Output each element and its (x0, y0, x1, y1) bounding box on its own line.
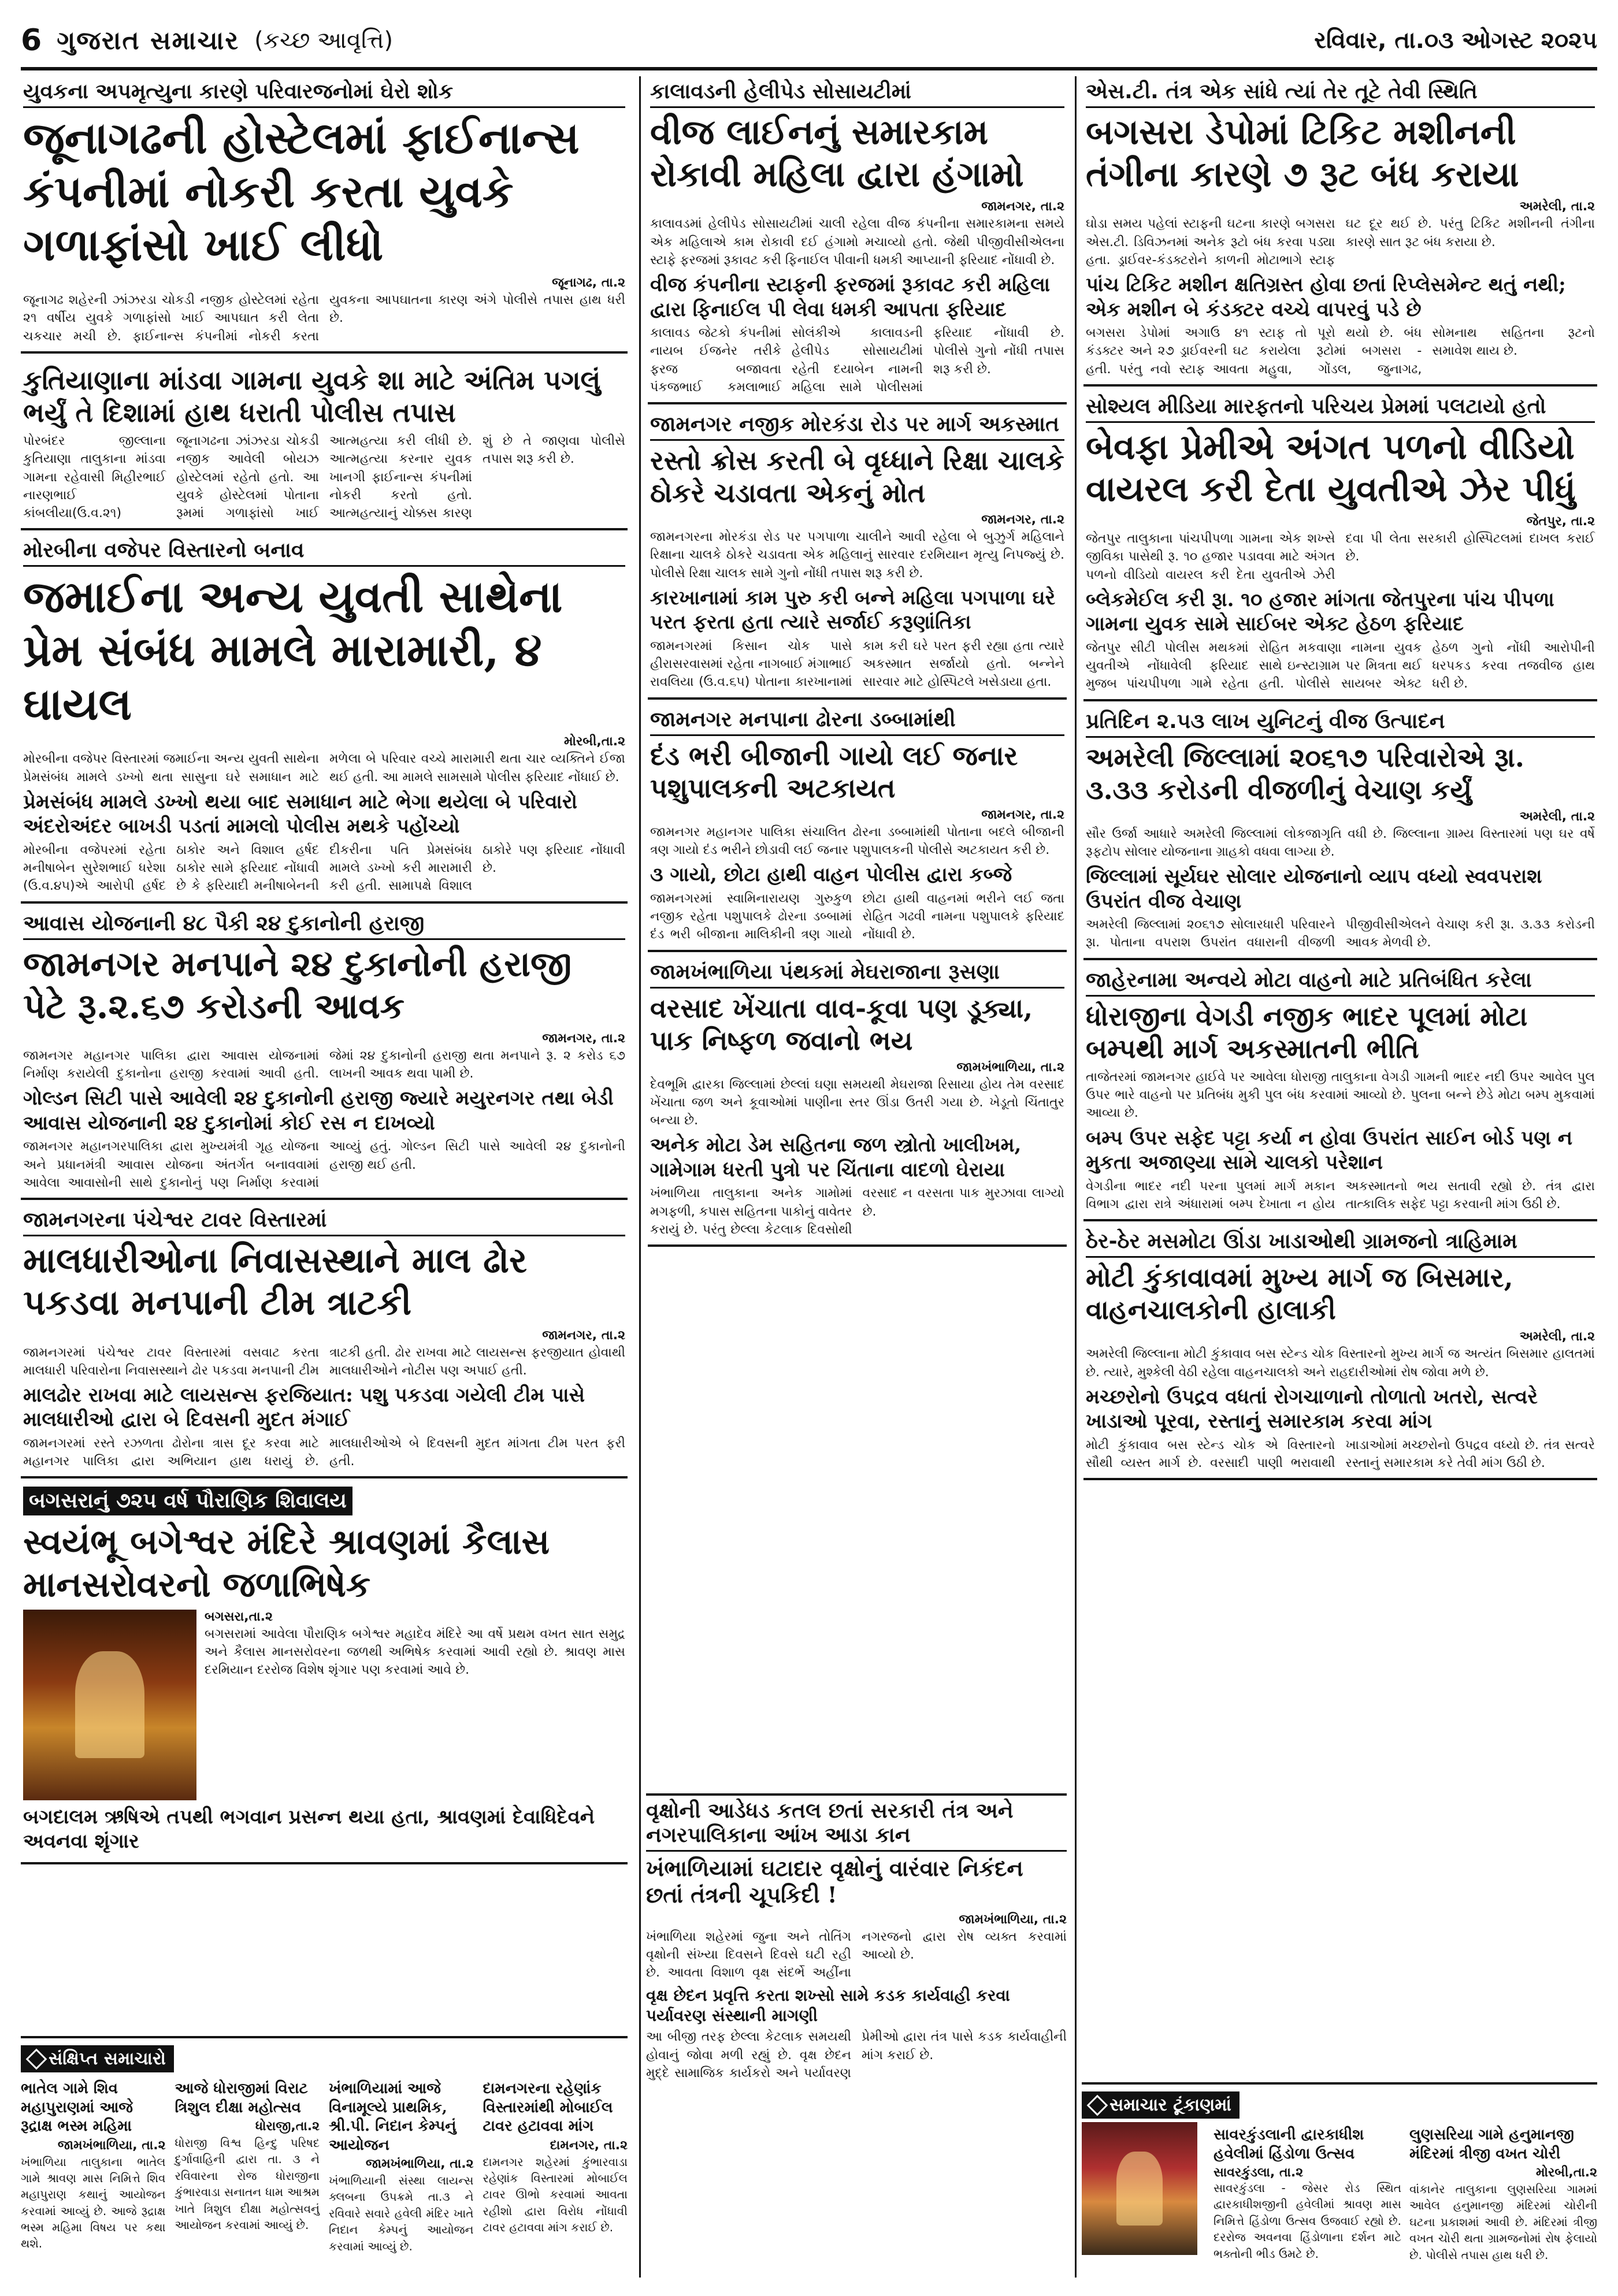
story-bagasra-temple (21, 1483, 628, 1864)
dateline: અમરેલી, તા.૨ (1519, 809, 1595, 824)
story-body-2: જેતપુર સીટી પોલીસ મથકમાં યુવતીએ નોંધાવેલી ફરિયાદ મુજબ પાંચપીપળા ગામે રહેતા રોહિત મકવાણા નામના યુવક સાથે ઇન્સ્ટાગ્રામ પર મિત્રતા થઈ હતી. પોલીસે સાયબર એક્ટ હેઠળ ગુનો નોંધી આરોપીની ધરપકડ કરવા તજવીજ હાથ ધરી છે. (1086, 640, 1595, 692)
headline: ખંભાળિયામાં આજે વિનામૂલ્યે પ્રાથમિક, શ્રી.પી. નિદાન કેમ્પનું આયોજન (329, 2080, 457, 2154)
story-maldhari (21, 1205, 628, 1478)
headline: સ્વયંભૂ બગેશ્વર મંદિરે શ્રાવણમાં કૈલાસ માનસરોવરનો જળાભિષેક (23, 1522, 550, 1605)
brief-dhoraji (175, 2076, 320, 2254)
story-body: જામનગરના મોરકંડા રોડ પર પગપાળા ચાલીને આવી રહેલા બે બુઝુર્ગ મહિલાને રિક્ષાના ચાલકે ઠોકરે ચડાવતા એક મહિલાનું સારવાર દરમિયાન મૃત્યુ નિપજ્યું છે. પોલીસે રિક્ષા ચાલક સામે ગુનો નોંધી તપાસ શરૂ કરી છે. (650, 530, 1064, 581)
subheadline: પાંચ ટિકિટ મશીન ક્ષતિગ્રસ્ત હોવા છતાં રિપ્લેસમેન્ટ થતું નથી; એક મશીન બે કંડક્ટર વચ્ચે વાપરવું પડે છે (1086, 273, 1566, 321)
story-body: જેતપુર તાલુકાના પાંચપીપળા ગામના એક શખ્સે જીવિકા પાસેથી રૂ. ૧૦ હજાર પડાવવા માટે અંગત પળનો વીડિયો વાયરલ કરી દેતા યુવતીએ ઝેરી દવા પી લેતા સરકારી હોસ્પિટલમાં દાખલ કરાઈ છે. (1086, 532, 1595, 582)
briefs-icon (26, 2048, 47, 2070)
dateline: જામખંભાળિયા, તા.૨ (57, 2138, 166, 2153)
kicker: ઠેર-ઠેર મસમોટા ઊંડા ખાડાઓથી ગ્રામજનો ત્રાહિમામ (1086, 1229, 1595, 1258)
kicker: જામખંભાળિયા પંથકમાં મેઘરાજાના રૂસણા (650, 960, 1064, 989)
story-body: મોરબીના વજેપર વિસ્તારમાં જમાઈના અન્ય યુવતી સાથેના પ્રેમસંબંધ મામલે ડખ્ખો થતા સાસુના ઘરે સમાધાન માટે મળેલા બે પરિવાર વચ્ચે મારામારી થતા ચાર વ્યક્તિને ઈજા થઈ હતી. આ મામલે સામસામે પોલીસ ફરિયાદ નોંધાઈ છે. (23, 752, 625, 785)
headline: ધોરાજીના વેગડી નજીક ભાદર પૂલમાં મોટા બમ્પથી માર્ગ અકસ્માતની ભીતિ (1086, 1000, 1528, 1064)
dateline: ધોરાજી,તા.૨ (255, 2119, 320, 2134)
dateline: મોરબી,તા.૨ (564, 734, 625, 749)
kicker: સોશ્યલ મીડિયા મારફતનો પરિચય પ્રેમમાં પલટાયો હતો (1086, 395, 1595, 423)
story-kukavav (1083, 1226, 1597, 1480)
short-news-tag-label: સમાચાર ટૂંકાણમાં (1109, 2095, 1231, 2115)
story-body: જામનગર મહાનગર પાલિકા સંચાલિત ઢોરના ડબ્બામાંથી પોતાના બદલે બીજાની ત્રણ ગાયો દંડ ભરીને છોડાવી લઈ જનાર પશુપાલકની પોલીસે અટકાયત કરી છે. (650, 824, 1064, 858)
dateline: જામનગર, તા.૨ (981, 807, 1064, 822)
story-body-2: અમરેલી જિલ્લામાં ૨૦૬૧૭ સોલારધારી પરિવારને રૂા. પોતાના વપરાશ ઉપરાંત વધારાની વીજળી પીજીવીસીએલને વેચાણ કરી રૂા. ૩.૩૩ કરોડની આવક મેળવી છે. (1086, 917, 1595, 950)
dateline: મોરબી,તા.૨ (1536, 2165, 1597, 2180)
story-body: ઘોડા સમય પહેલાં સ્ટાફની ઘટના કારણે બગસરા એસ.ટી. ડિવિઝનમાં અનેક રૂટો બંધ કરવા પડ્યા હતા. ડ્રાઈવર-કંડક્ટરોને કાળની મોટાભાગે સ્ટાફ ઘટ દૂર થઈ છે. પરંતુ ટિકિટ મશીનની તંગીના કારણે સાત રૂટ બંધ કરાયા છે. (1086, 217, 1595, 268)
temple-photo (23, 1610, 196, 1800)
subheadline: વૃક્ષ છેદન પ્રવૃત્તિ કરતા શખ્સો સામે કડક કાર્યવાહી કરવા પર્યાવરણ સંસ્થાની માગણી (646, 1986, 1010, 2026)
kicker: મોરબીના વજેપર વિસ્તારનો બનાવ (23, 538, 625, 567)
kicker: બગસરાનું ૭૨૫ વર્ષ પૌરાણિક શિવાલય (23, 1487, 352, 1515)
story-body: દેવભૂમિ દ્વારકા જિલ્લામાં છેલ્લાં ઘણા સમયથી મેઘરાજા રિસાયા હોય તેમ વરસાદ ખેંચાતા જળ અને કૂવાઓમાં પાણીના સ્તર ઊંડા ઉતરી ગયા છે. ખેડૂતો ચિંતાતુર બન્યા છે. (650, 1077, 1064, 1128)
photo-caption: સાવરકુંડલા, તા.૨ (1214, 2165, 1304, 2180)
story-bagasra-depot (1083, 76, 1597, 387)
story-body-2: બગસરા ડેપોમાં અગાઉ ૪૧ કંડક્ટર અને ૨૭ ડ્રાઈવરની ઘટ હતી. પરંતુ નવો સ્ટાફ આવતા સ્ટાફ તો પૂરો થયો છે. બંધ કરાયેલા રૂટોમાં બગસરા - મહુવા, ગોંડલ, જુનાગઢ, સોમનાથ સહિતના રૂટનો સમાવેશ થાય છે. (1086, 326, 1595, 377)
story-body-2: મોટી કુંકાવાવ બસ સ્ટેન્ડ ચોક એ વિસ્તારનો સૌથી વ્યસ્ત માર્ગ છે. વરસાદી પાણી ભરાવાથી ખાડાઓમાં મચ્છરોનો ઉપદ્રવ વધ્યો છે. તંત્ર સત્વરે રસ્તાનું સમારકામ કરે તેવી માંગ ઉઠી છે. (1086, 1437, 1595, 1471)
story-body: કાલાવડમાં હેલીપેડ સોસાયટીમાં ચાલી રહેલા વીજ કંપનીના સમારકામના સમયે એક મહિલાએ કામ રોકાવી દઈ હંગામો મચાવ્યો હતો. જેથી પીજીવીસીએલના સ્ટાફે ફરજમાં રૂકાવટ કરી ફિનાઈલ પીવાની ધમકી આપ્યાની ફરિયાદ નોંધાવી છે. (650, 217, 1064, 268)
short-news-block (1082, 2082, 1597, 2284)
story-khambhalia-rain (648, 957, 1067, 1247)
dateline: જામનગર, તા.૨ (981, 512, 1064, 527)
dateline: જૂનાગઢ, તા.૨ (552, 276, 625, 291)
story-body-2: મોરબીના વજેપરમાં રહેતા મનીષાબેન સુરેશભાઈ ધરેશા (ઉ.વ.૪૫)એ આરોપી હર્ષદ ઠાકોર અને વિશાલ હર્ષદ ઠાકોર સામે ફરિયાદ નોંધાવી છે કે ફરિયાદી મનીષાબેનની દીકરીના પતિ પ્રેમસંબંધ મામલે ડખ્ખો કરી મારામારી કરી હતી. સામાપક્ષે વિશાલ ઠાકોરે પણ ફરિયાદ નોંધાવી છે. (23, 842, 625, 894)
story-body: પોરબંદર જીલ્લાના કુતિયાણા તાલુકાના માંડવા ગામના રહેવાસી મિહીરભાઈ નારણભાઈ કાંબલીયા(ઉ.વ.૨૧) જૂનાગઢના ઝાંઝરડા ચોકડી નજીક આવેલી બોયઝ હોસ્ટેલમાં રહેતો હતો. આ યુવકે હોસ્ટેલમાં પોતાના રૂમમાં ગળાફાંસો ખાઈ આત્મહત્યા કરી લીધી છે. આત્મહત્યા કરનાર યુવક ખાનગી ફાઈનાન્સ કંપનીમાં નોકરી કરતો હતો. આત્મહત્યાનું ચોક્કસ કારણ શું છે તે જાણવા પોલીસે તપાસ શરૂ કરી છે. (23, 434, 625, 521)
kicker: પ્રતિદિન ૨.૫૩ લાખ યુનિટનું વીજ ઉત્પાદન (1086, 709, 1595, 738)
headline: રસ્તો ક્રોસ કરતી બે વૃધ્ધાને રિક્ષા ચાલકે ઠોકરે ચડાવતા એકનું મોત (650, 445, 1064, 509)
story-dhoraji-bridge (1083, 965, 1597, 1221)
short-news-icon (1087, 2094, 1108, 2116)
story-morbi (21, 535, 628, 903)
hindola-photo (1082, 2122, 1197, 2255)
subheadline: વીજ કંપનીના સ્ટાફની ફરજમાં રૂકાવટ કરી મહિલા દ્વારા ફિનાઈલ પી લેવા ધમકી આપતા ફરિયાદ (650, 273, 1051, 321)
story-kutiyana (21, 358, 628, 530)
headline: જૂનાગઢની હોસ્ટેલમાં ફાઈનાન્સ કંપનીમાં નોકરી કરતા યુવકે ગળાફાંસો ખાઈ લીધો (23, 112, 580, 271)
headline: મોટી કુંકાવાવમાં મુખ્ય માર્ગ જ બિસમાર, વાહનચાલકોની હાલાકી (1086, 1262, 1513, 1326)
story-body-2: કાલાવડ જેટકો કંપનીમાં નાયબ ઈજનેર તરીકે ફરજ બજાવતા પંકજભાઈ કમલાભાઈ સોલંકીએ કાલાવડની હેલીપેડ સોસાયટીમાં રહેતી દયાબેન નામની મહિલા સામે પોલીસમાં ફરિયાદ નોંધાવી છે. પોલીસે ગુનો નોંધી તપાસ શરૂ કરી છે. (650, 326, 1064, 395)
edition-label: (કચ્છ આવૃત્તિ) (254, 27, 394, 54)
story-body: ધોરાજી વિશ્વ હિન્દુ પરિષદ દુર્ગાવાહિની દ્વારા તા. ૩ ને રવિવારના રોજ ધોરાજીના કુંભારવાડા સનાતન ધામ આશ્રમ ખાતે ત્રિશુલ દીક્ષા મહોત્સવનું આયોજન કરવામાં આવ્યું છે. (175, 2136, 320, 2232)
briefs-row (21, 2076, 628, 2254)
story-body: જામનગરમાં પંચેશ્વર ટાવર વિસ્તારમાં વસવાટ કરતા માલધારી પરિવારોના નિવાસસ્થાને ઢોર પકડવા મનપાની ટીમ ત્રાટકી હતી. ઢોર રાખવા માટે લાયસન્સ ફરજીયાત હોવાથી માલધારીઓને નોટીસ પણ અપાઈ હતી. (23, 1345, 625, 1378)
briefs-block (21, 2036, 628, 2284)
dateline: જામખંભાળિયા, તા.૨ (956, 1060, 1064, 1075)
subheadline: અનેક મોટા ડેમ સહિતના જળ સ્ત્રોતો ખાલીખમ, ગામેગામ ધરતી પુત્રો પર ચિંતાના વાદળો ઘેરાયા (650, 1134, 1022, 1182)
brief-science (329, 2076, 474, 2254)
subheadline: જિલ્લામાં સૂર્યઘર સોલાર યોજનાનો વ્યાપ વધ્યો સ્વવપરાશ ઉપરાંત વીજ વેચાણ (1086, 865, 1542, 913)
story-body: બગસરામાં આવેલા પૌરાણિક બગેશ્વર મહાદેવ મંદિરે આ વર્ષે પ્રથમ વખત સાત સમુદ્ર અને કૈલાસ માનસરોવરના જળથી અભિષેક કરવામાં આવી રહ્યો છે. શ્રાવણ માસ દરમિયાન દરરોજ વિશેષ શૃંગાર પણ કરવામાં આવે છે. (205, 1626, 625, 1678)
story-body-2: ખંભાળિયા તાલુકાના અનેક ગામોમાં મગફળી, કપાસ સહિતના પાકોનું વાવેતર કરાયું છે. પરંતુ છેલ્લા કેટલાક દિવસોથી વરસાદ ન વરસતા પાક મુરઝાવા લાગ્યો છે. (650, 1186, 1064, 1237)
dateline: જેતપુર, તા.૨ (1526, 514, 1595, 529)
dateline: જામનગર, તા.૨ (542, 1031, 625, 1046)
headline: દંડ ભરી બીજાની ગાયો લઈ જનાર પશુપાલકની અટકાયત (650, 740, 1018, 804)
dateline: જામનગર, તા.૨ (542, 1328, 625, 1343)
headline: વરસાદ ખેંચાતા વાવ-કૂવા પણ ડૂક્યા, પાક નિષ્ફળ જવાનો ભય (650, 992, 1033, 1056)
story-body-2: જામનગર મહાનગરપાલિકા દ્વારા મુખ્યમંત્રી ગૃહ યોજના અને પ્રધાનમંત્રી આવાસ યોજના અંતર્ગત બનાવવામાં આવેલા આવાસોની સાથે દુકાનોનું પણ નિર્માણ કરવામાં આવ્યું હતું. ગોલ્ડન સિટી પાસે આવેલી ૨૪ દુકાનોની હરાજી થઈ હતી. (23, 1139, 625, 1190)
story-junagadh (21, 76, 628, 354)
story-body: જૂનાગઢ શહેરની ઝાંઝરડા ચોકડી નજીક હોસ્ટેલમાં રહેતા ૨૧ વર્ષીય યુવકે ગળાફાંસો ખાઈ આપઘાત કરી લેતા ચકચાર મચી છે. ફાઈનાન્સ કંપનીમાં નોકરી કરતા યુવકના આપઘાતના કારણ અંગે પોલીસે તપાસ હાથ ધરી છે. (23, 293, 625, 344)
column-right (1075, 76, 1597, 2278)
headline: વીજ લાઈનનું સમારકામ રોકાવી મહિલા દ્વારા હંગામો (650, 112, 1024, 195)
kicker: આવાસ યોજનાની ૪૮ પૈકી ૨૪ દુકાનોની હરાજી (23, 912, 625, 940)
subheadline: કારખાનામાં કામ પુરુ કરી બન્ને મહિલા પગપાળા ઘરે પરત ફરતા હતા ત્યારે સર્જાઈ કરૂણાંતિકા (650, 586, 1056, 634)
headline: બગસરા ડેપોમાં ટિકિટ મશીનની તંગીના કારણે ૭ રૂટ બંધ કરાયા (1086, 112, 1519, 195)
story-body: જામનગર મહાનગર પાલિકા દ્વારા આવાસ યોજનામાં નિર્માણ કરાયેલી દુકાનોના હરાજી કરવામાં આવી હતી. જેમાં ૨૪ દુકાનોની હરાજી થતા મનપાને રૂ. ૨ કરોડ ૬૭ લાખની આવક થવા પામી છે. (23, 1048, 625, 1082)
headline: આજે ધોરાજીમાં વિરાટ ત્રિશુલ દીક્ષા મહોત્સવ (175, 2080, 308, 2116)
brief-tower (483, 2076, 628, 2254)
brief-bhatel (21, 2076, 166, 2254)
masthead (21, 14, 1597, 70)
kicker: જામનગરના પંચેશ્વર ટાવર વિસ્તારમાં (23, 1208, 625, 1236)
kicker: જાહેરનામા અન્વયે મોટા વાહનો માટે પ્રતિબંધિત કરેલા (1086, 968, 1595, 997)
short-news-row (1082, 2122, 1597, 2263)
story-body-2: વેગડીના ભાદર નદી પરના પુલમાં માર્ગ મકાન વિભાગ દ્વારા રાત્રે અંધારામાં બમ્પ દેખાતા ન હોય અકસ્માતનો ભય સતાવી રહ્યો છે. તંત્ર દ્વારા તાત્કાલિક સફેદ પટ્ટા કરવાની માંગ ઉઠી છે. (1086, 1179, 1595, 1212)
short-news-tag (1082, 2091, 1240, 2119)
headline: કુતિયાણાના માંડવા ગામના યુવકે શા માટે અંતિમ પગલું ભર્યું તે દિશામાં હાથ ધરાતી પોલીસ તપાસ (23, 364, 601, 428)
headline: ભાતેલ ગામે શિવ મહાપુરાણમાં આજે રૂદ્રાક્ષ ભસ્મ મહિમા (21, 2080, 133, 2135)
dateline: દામનગર, તા.૨ (550, 2138, 628, 2153)
subheadline: ગોલ્ડન સિટી પાસે આવેલી ૨૪ દુકાનોની હરાજી જ્યારે મયુરનગર તથા બેડી આવાસ યોજનાની ૨૪ દુકાનોમાં કોઈ રસ ન દાખવ્યો (23, 1087, 614, 1135)
dateline: અમરેલી, તા.૨ (1519, 1329, 1595, 1344)
issue-date: રવિવાર, તા.૦૩ ઓગસ્ટ ૨૦૨૫ (1314, 27, 1597, 54)
page-number: 6 (21, 23, 42, 58)
story-jamnagar-cattle (648, 704, 1067, 952)
headline: લુણસરિયા ગામે હનુમાનજી મંદિરમાં ત્રીજી વખત ચોરી (1409, 2126, 1574, 2163)
story-body: સાવરકુંડલા - જેસર રોડ સ્થિત દ્વારકાધીશજીની હવેલીમાં શ્રાવણ માસ નિમિત્તે હિંડોળા ઉત્સવ ઉજવાઈ રહ્યો છે. દરરોજ અવનવા હિંડોળાના દર્શન માટે ભક્તોની ભીડ ઉમટે છે. (1214, 2181, 1401, 2261)
subheadline: બગદાલમ ઋષિએ તપથી ભગવાન પ્રસન્ન થયા હતા, શ્રાવણમાં દેવાધિદેવને અવનવા શૃંગાર (23, 1805, 595, 1853)
kicker: કાલાવડની હેલીપેડ સોસાયટીમાં (650, 80, 1064, 108)
newspaper-title: ગુજરાત સમાચાર (57, 25, 240, 55)
story-morkanda (648, 409, 1067, 700)
newspaper-page (21, 14, 1597, 2282)
story-body: ખંભાળિયા તાલુકાના ભાતેલ ગામે શ્રાવણ માસ નિમિત્તે શિવ મહાપુરાણ કથાનું આયોજન કરવામાં આવ્યું છે. આજે રૂદ્રાક્ષ ભસ્મ મહિમા વિષય પર કથા થશે. (21, 2154, 166, 2251)
kicker: જામનગર નજીક મોરકંડા રોડ પર માર્ગ અકસ્માત (650, 413, 1064, 441)
story-kalavad (648, 76, 1067, 404)
story-body: વાંકાનેર તાલુકાના લુણસરિયા ગામમાં આવેલ હનુમાનજી મંદિરમાં ચોરીની ઘટના પ્રકાશમાં આવી છે. મંદિરમાં ત્રીજી વખત ચોરી થતા ગ્રામજનોમાં રોષ ફેલાયો છે. પોલીસે તપાસ હાથ ધરી છે. (1409, 2182, 1597, 2262)
story-body: ખંભાળિયા શહેરમાં જુના અને તોતિંગ વૃક્ષોની સંખ્યા દિવસને દિવસે ઘટી રહી છે. આવતા વિશાળ વૃક્ષ સંદર્ભે અહીંના નગરજનો દ્વારા રોષ વ્યક્ત કરવામાં આવ્યો છે. (646, 1929, 1067, 1981)
subheadline: ૩ ગાયો, છોટા હાથી વાહન પોલીસ દ્વારા કબ્જે (650, 863, 1012, 887)
story-body: અમરેલી જિલ્લાના મોટી કુંકાવાવ બસ સ્ટેન્ડ ચોક વિસ્તારનો મુખ્ય માર્ગ જ અત્યંત બિસમાર હાલતમાં છે. ત્યારે, મુશ્કેલી વેઠી રહેલા વાહનચાલકો અને રાહદારીઓમાં રોષ જોવા મળે છે. (1086, 1347, 1595, 1380)
briefs-tag (21, 2045, 174, 2072)
headline: ખંભાળિયામાં ઘટાદાર વૃક્ષોનું વારંવાર નિકંદન છતાં તંત્રની ચૂપકિદી ! (646, 1855, 1023, 1908)
kicker: વૃક્ષોની આડેધડ કતલ છતાં સરકારી તંત્ર અને નગરપાલિકાના આંખ આડા કાન (646, 1799, 1067, 1852)
trees-block (646, 1793, 1067, 2273)
story-body-2: જામનગરમાં સ્વામિનારાયણ ગુરુકુળ નજીક રહેતા પશુપાલકે ઢોરના ડબ્બામાં દંડ ભરી બીજાના માલિકીની ત્રણ ગાયો છોટા હાથી વાહનમાં ભરીને લઈ જતા રોહિત ગઢવી નામના પશુપાલકે ફરિયાદ નોંધાવી છે. (650, 891, 1064, 942)
masthead-left (21, 23, 393, 58)
column-left (21, 76, 628, 2278)
headline: અમરેલી જિલ્લામાં ૨૦૬૧૭ પરિવારોએ રૂા. ૩.૩૩ કરોડની વીજળીનું વેચાણ કર્યું (1086, 741, 1524, 805)
story-body-2: આ બીજી તરફ છેલ્લા કેટલાક સમયથી હોવાનું જોવા મળી રહ્યું છે. વૃક્ષ છેદન મુદ્દે સામાજિક કાર્યકરો અને પર્યાવરણ પ્રેમીઓ દ્વારા તંત્ર પાસે કડક કાર્યવાહીની માંગ કરાઈ છે. (646, 2030, 1067, 2080)
subheadline: મચ્છરોનો ઉપદ્રવ વધતાં રોગચાળાનો તોળાતો ખતરો, સત્વરે ખાડાઓ પૂરવા, રસ્તાનું સમારકામ કરવા માંગ (1086, 1385, 1538, 1433)
story-body: સૌર ઉર્જા આધારે અમરેલી જિલ્લામાં લોકજાગૃતિ વધી છે. જિલ્લાના ગ્રામ્ય વિસ્તારમાં પણ ઘર વર્ષે રૂફટોપ સોલાર યોજનાના ગ્રાહકો વધવા લાગ્યા છે. (1086, 826, 1595, 860)
headline: જમાઈના અન્ય યુવતી સાથેના પ્રેમ સંબંધ મામલે મારામારી, ૪ ઘાયલ (23, 571, 563, 730)
subheadline: બ્લેકમેઈલ કરી રૂા. ૧૦ હજાર માંગતા જેતપુરના પાંચ પીપળા ગામના યુવક સામે સાઈબર એક્ટ હેઠળ ફરિયાદ (1086, 588, 1554, 636)
story-body-2: જામનગરમાં રસ્તે રઝળતા ઢોરોના ત્રાસ દૂર કરવા માટે મહાનગર પાલિકા દ્વારા અભિયાન હાથ ધરાયું છે. માલધારીઓએ બે દિવસની મુદત માંગતા ટીમ પરત ફરી હતી. (23, 1436, 625, 1469)
story-body: દામનગર શહેરમાં કુંભારવાડા રહેણાંક વિસ્તારમાં મોબાઈલ ટાવર ઊભો કરવામાં આવતા રહીશો દ્વારા વિરોધ નોંધાવી ટાવર હટાવવા માંગ કરાઈ છે. (483, 2154, 628, 2235)
headline: માલધારીઓના નિવાસસ્થાને માલ ઢોર પકડવા મનપાની ટીમ ત્રાટકી (23, 1240, 528, 1324)
kicker: જામનગર મનપાના ઢોરના ડબ્બામાંથી (650, 708, 1064, 736)
short-news-hanuman (1409, 2122, 1597, 2263)
headline: દામનગરના રહેણાંક વિસ્તારમાંથી મોબાઈલ ટાવર હટાવવા માંગ (483, 2080, 613, 2135)
headline: બેવફા પ્રેમીએ અંગત પળનો વીડિયો વાયરલ કરી દેતા યુવતીએ ઝેર પીધું (1086, 426, 1576, 510)
kicker: યુવકના અપમૃત્યુના કારણે પરિવારજનોમાં ઘેરો શોક (23, 80, 625, 108)
subheadline: પ્રેમસંબંધ મામલે ડખ્ખો થયા બાદ સમાધાન માટે ભેગા થયેલા બે પરિવારો અંદરોઅંદર બાખડી પડતાં મામલો પોલીસ મથકે પહોંચ્યો (23, 790, 577, 838)
short-news-hindola (1214, 2122, 1401, 2263)
dateline: બગસરા,તા.૨ (205, 1609, 273, 1624)
subheadline: બમ્પ ઉપર સફેદ પટ્ટા કર્યા ન હોવા ઉપરાંત સાઈન બોર્ડ પણ ન મુકતા અજાણ્યા સામે ચાલકો પરેશાન (1086, 1126, 1573, 1175)
story-jetpur-video (1083, 391, 1597, 701)
headline: સાવરકુંડલાની દ્વારકાધીશ હવેલીમાં હિંડોળા ઉત્સવ (1214, 2126, 1364, 2163)
kicker: એસ.ટી. તંત્ર એક સાંધે ત્યાં તેર તૂટે તેવી સ્થિતિ (1086, 80, 1595, 108)
dateline: જામખંભાળિયા, તા.૨ (959, 1912, 1067, 1927)
story-body: તાજેતરમાં જામનગર હાઈવે પર આવેલા ધોરાજી તાલુકાના વેગડી ગામની ભાદર નદી ઉપર આવેલ પુલ ઉપર ભારે વાહનો પર પ્રતિબંધ મુકી પુલ બંધ કરવામાં આવ્યો છે. પુલના બન્ને છેડે મોટા બમ્પ મુકવામાં આવ્યા છે. (1086, 1069, 1595, 1121)
dateline: અમરેલી, તા.૨ (1519, 199, 1595, 214)
subheadline: માલઢોર રાખવા માટે લાયસન્સ ફરજિયાત: પશુ પકડવા ગયેલી ટીમ પાસે માલધારીઓ દ્વારા બે દિવસની મુદત મંગાઈ (23, 1383, 585, 1432)
story-body: ખંભાળિયાની સંસ્થા લાયન્સ ક્લબના ઉપક્રમે તા.૩ ને રવિવારે સવારે હવેલી મંદિર ખાતે નિદાન કેમ્પનું આયોજન કરવામાં આવ્યું છે. (329, 2174, 474, 2253)
story-jamnagar-shops (21, 908, 628, 1201)
briefs-tag-label: સંક્ષિપ્ત સમાચારો (49, 2049, 166, 2069)
story-amreli-solar (1083, 706, 1597, 960)
dateline: જામખંભાળિયા, તા.૨ (365, 2157, 474, 2171)
dateline: જામનગર, તા.૨ (981, 199, 1064, 214)
headline: જામનગર મનપાને ૨૪ દુકાનોની હરાજી પેટે રૂ.૨.૬૭ કરોડની આવક (23, 943, 572, 1027)
story-body-2: જામનગરમાં કિસાન ચોક પાસે હીરાસરવાસમાં રહેતા નાગબાઈ મંગાભાઈ રાવલિયા (ઉ.વ.૬૫) પોતાના કારખાનામાં કામ કરી ઘરે પરત ફરી રહ્યા હતા ત્યારે અકસ્માત સર્જાયો હતો. બન્નેને સારવાર માટે હોસ્પિટલે ખસેડાયા હતા. (650, 638, 1064, 690)
